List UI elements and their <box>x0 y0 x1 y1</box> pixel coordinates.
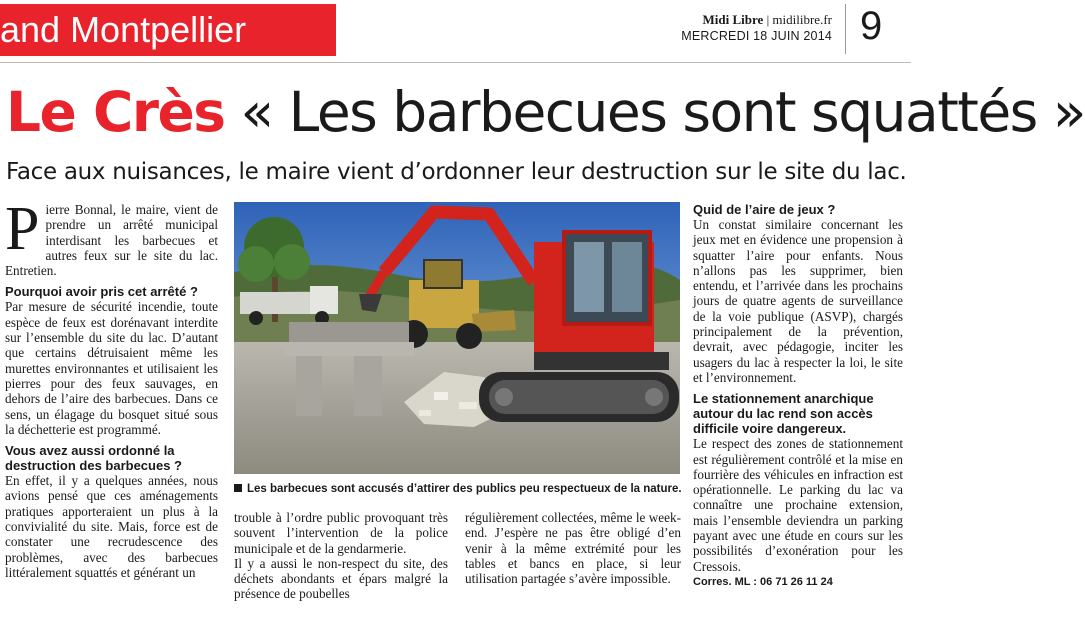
answer-3: Un constat similaire concernant les jeux met en évidence une propension à squatter l’aire pour enfants. Nous n’allons pas les supprimer, bien entendu, et l’arrivée dans les prochains jours de quatre agents de surveillance de la voie publique (ASVP), chargés principalement de la prévention, devrait, avec pédagogie, inciter les usagers du lac à respecter la loi, le site et l’environnement. <box>693 217 903 385</box>
question-3: Quid de l’aire de jeux ? <box>693 202 836 217</box>
photo-caption <box>234 482 682 496</box>
article-column-3 <box>465 510 681 586</box>
article-column-2 <box>234 510 448 602</box>
byline-label: Corres. ML : <box>693 575 757 588</box>
byline-phone: 06 71 26 11 24 <box>760 575 833 588</box>
intro-text: ierre Bonnal, le maire, vient de prendre un arrêté municipal interdisant les barbecues et autres feux sur le site du lac. Entretien. <box>5 202 218 279</box>
answer-2-part-2: trouble à l’ordre public provoquant très souvent l’intervention de la police municipale et de la gendarmerie. <box>234 510 448 556</box>
answer-2-part-3: Il y a aussi le non-respect du site, des déchets abondants et épars malgré la présence de poubelles <box>234 555 448 602</box>
page-number: 9 <box>860 4 883 48</box>
headline-title: « Les barbecues sont squattés » <box>240 80 1085 144</box>
article-column-1 <box>5 195 218 580</box>
page-number-divider <box>845 4 846 54</box>
caption-bullet-icon <box>234 484 242 492</box>
intro-paragraph <box>5 195 218 279</box>
answer-1: Par mesure de sécurité incendie, toute espèce de feux est dorénavant interdite sur l’ensemble du site du lac. D’autant que certains détruisaient même les murettes environnantes et utilisaient les pierres pour des feux sauvages, en dehors de l’aire des barbecues. Dans ce sens, un élagage du bosquet situé sous la déchetterie est programmé. <box>5 299 218 437</box>
headline <box>6 80 1085 144</box>
masthead-site: midilibre.fr <box>772 12 832 27</box>
masthead-brand: Midi Libre <box>702 12 764 27</box>
question-1: Pourquoi avoir pris cet arrêté ? <box>5 284 198 300</box>
answer-2-part-4: régulièrement collectées, même le week-end. J’espère ne pas être obligé d’en venir à la même extrémité pour les tables et bancs en place, si leur utilisation partagée s’avère impossible. <box>465 510 681 587</box>
drop-cap: P <box>5 195 40 263</box>
answer-4: Le respect des zones de stationnement est régulièrement contrôlé et la mise en fourrière des véhicules en infraction est opérationnelle. Le parking du lac va connaître une prochaine extension, mais l’ensemble deviendra un parking payant avec une étude en cours sur les possibilités d’exonération pour les Cressois. <box>693 436 903 574</box>
section-banner <box>0 4 336 56</box>
photo-caption-text: Les barbecues sont accusés d’attirer des publics peu respectueux de la nature. <box>247 483 682 495</box>
article-column-4 <box>693 202 903 590</box>
byline <box>693 575 903 590</box>
header-rule <box>0 62 911 63</box>
section-title: and Montpellier <box>0 9 247 50</box>
answer-2-part-1: En effet, il y a quelques années, nous avions pensé que ces aménagements pratiques apporteraient un plus à la convivialité du site. Mais, force est de constater une recrudescence des problèmes, avec des barbecues littéralement squattés et générant un <box>5 473 218 580</box>
question-2: Vous avez aussi ordonné la destruction des barbecues ? <box>5 443 182 474</box>
masthead: Midi Libre | midilibre.fr MERCREDI 18 JUIN 2014 <box>646 12 832 44</box>
subheadline: Face aux nuisances, le maire vient d’ordonner leur destruction sur le site du lac. <box>6 159 907 185</box>
question-4: Le stationnement anarchique autour du lac rend son accès difficile voire dangereux. <box>693 391 874 437</box>
headline-place: Le Crès <box>6 80 225 144</box>
issue-date: MERCREDI 18 JUIN 2014 <box>681 29 832 43</box>
article-photo <box>234 202 680 474</box>
